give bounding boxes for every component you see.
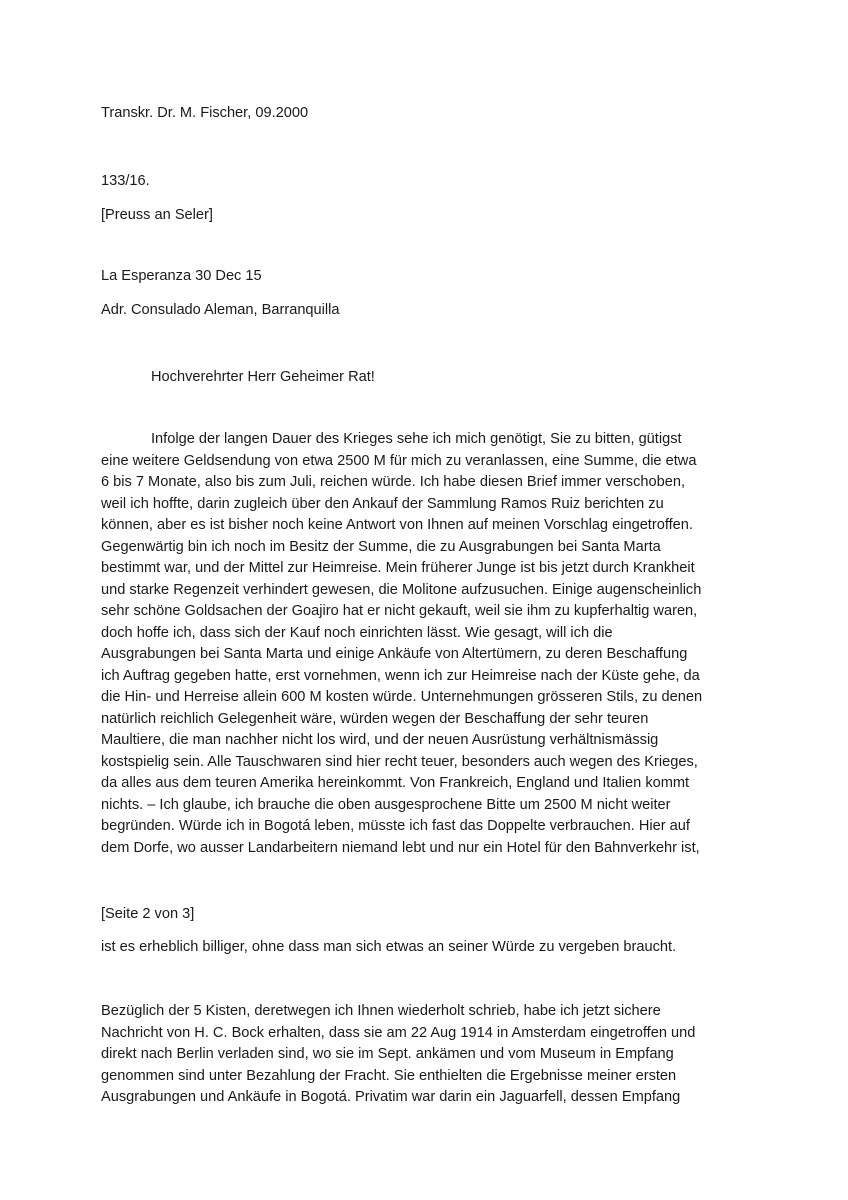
sender-recipient: [Preuss an Seler]: [101, 207, 213, 223]
paragraph-line: da alles aus dem teuren Amerika hereinkommt. Von Frankreich, England und Italien kommt: [101, 775, 690, 791]
paragraph-line: genommen sind unter Bezahlung der Fracht. Sie enthielten die Ergebnisse meiner ersten: [101, 1067, 677, 1084]
paragraph-line: begründen. Würde ich in Bogotá leben, müsste ich fast das Doppelte verbrauchen. Hier auf: [101, 818, 690, 834]
paragraph-line: und starke Regenzeit verhindert gewesen, die Molitone aufzusuchen. Einige augenscheinlich: [101, 581, 702, 598]
paragraph-line: 6 bis 7 Monate, also bis zum Juli, reichen würde. Ich habe diesen Brief immer verschoben,: [101, 474, 686, 490]
paragraph-line: weil ich hoffte, darin zugleich über den Ankauf der Sammlung Ramos Ruiz berichten zu: [101, 495, 664, 512]
place-date: La Esperanza 30 Dec 15: [101, 268, 262, 284]
continuation-line: ist es erheblich billiger, ohne dass man sich etwas an seiner Würde zu vergeben braucht.: [101, 939, 677, 955]
paragraph-line: Infolge der langen Dauer des Krieges sehe ich mich genötigt, Sie zu bitten, gütigst: [151, 431, 682, 447]
paragraph-line: bestimmt war, und der Mittel zur Heimreise. Mein früherer Junge ist bis jetzt durch Krankheit: [101, 560, 695, 576]
paragraph-1: [101, 429, 751, 859]
paragraph-line: Maultiere, die man nachher nicht los wird, und der neuen Ausrüstung verhältnismässig: [101, 732, 659, 748]
paragraph-line: Nachricht von H. C. Bock erhalten, dass sie am 22 Aug 1914 in Amsterdam eingetroffen und: [101, 1024, 696, 1041]
paragraph-line: nichts. – Ich glaube, ich brauche die oben ausgesprochene Bitte um 2500 M nicht weiter: [101, 796, 671, 813]
reference-number: 133/16.: [101, 173, 150, 189]
paragraph-line: ich Auftrag gegeben hatte, erst vornehmen, wenn ich zur Heimreise nach der Küste gehe, da: [101, 667, 700, 684]
page-marker: [Seite 2 von 3]: [101, 906, 195, 922]
address: Adr. Consulado Aleman, Barranquilla: [101, 302, 340, 318]
salutation: Hochverehrter Herr Geheimer Rat!: [151, 369, 375, 385]
paragraph-line: Gegenwärtig bin ich noch im Besitz der Summe, die zu Ausgrabungen bei Santa Marta: [101, 538, 661, 555]
paragraph-line: sehr schöne Goldsachen der Goajiro hat er nicht gekauft, weil sie ihm zu kupferhaltig waren,: [101, 603, 698, 619]
paragraph-2: [101, 1001, 751, 1109]
paragraph-line: kostspielig sein. Alle Tauschwaren sind hier recht teuer, besonders auch wegen des Krieges,: [101, 753, 698, 770]
paragraph-line: natürlich reichlich Gelegenheit wäre, würden wegen der Beschaffung der sehr teuren: [101, 710, 649, 727]
paragraph-line: Bezüglich der 5 Kisten, deretwegen ich Ihnen wiederholt schrieb, habe ich jetzt sichere: [101, 1003, 661, 1019]
paragraph-line: die Hin- und Herreise allein 600 M kosten würde. Unternehmungen grösseren Stils, zu denen: [101, 689, 703, 705]
paragraph-line: Ausgrabungen bei Santa Marta und einige Ankäufe von Altertümern, zu deren Beschaffung: [101, 646, 688, 662]
paragraph-line: direkt nach Berlin verladen sind, wo sie im Sept. ankämen und vom Museum in Empfang: [101, 1046, 674, 1062]
paragraph-line: eine weitere Geldsendung von etwa 2500 M für mich zu veranlassen, eine Summe, die etwa: [101, 452, 697, 469]
transcriber-note: Transkr. Dr. M. Fischer, 09.2000: [101, 105, 309, 121]
paragraph-line: dem Dorfe, wo ausser Landarbeitern niemand lebt und nur ein Hotel für den Bahnverkehr ist,: [101, 839, 700, 856]
paragraph-line: Ausgrabungen und Ankäufe in Bogotá. Privatim war darin ein Jaguarfell, dessen Empfang: [101, 1089, 681, 1105]
paragraph-line: können, aber es ist bisher noch keine Antwort von Ihnen auf meinen Vorschlag eingetroffen.: [101, 517, 693, 533]
paragraph-line: doch hoffe ich, dass sich der Kauf noch einrichten lässt. Wie gesagt, will ich die: [101, 624, 613, 641]
